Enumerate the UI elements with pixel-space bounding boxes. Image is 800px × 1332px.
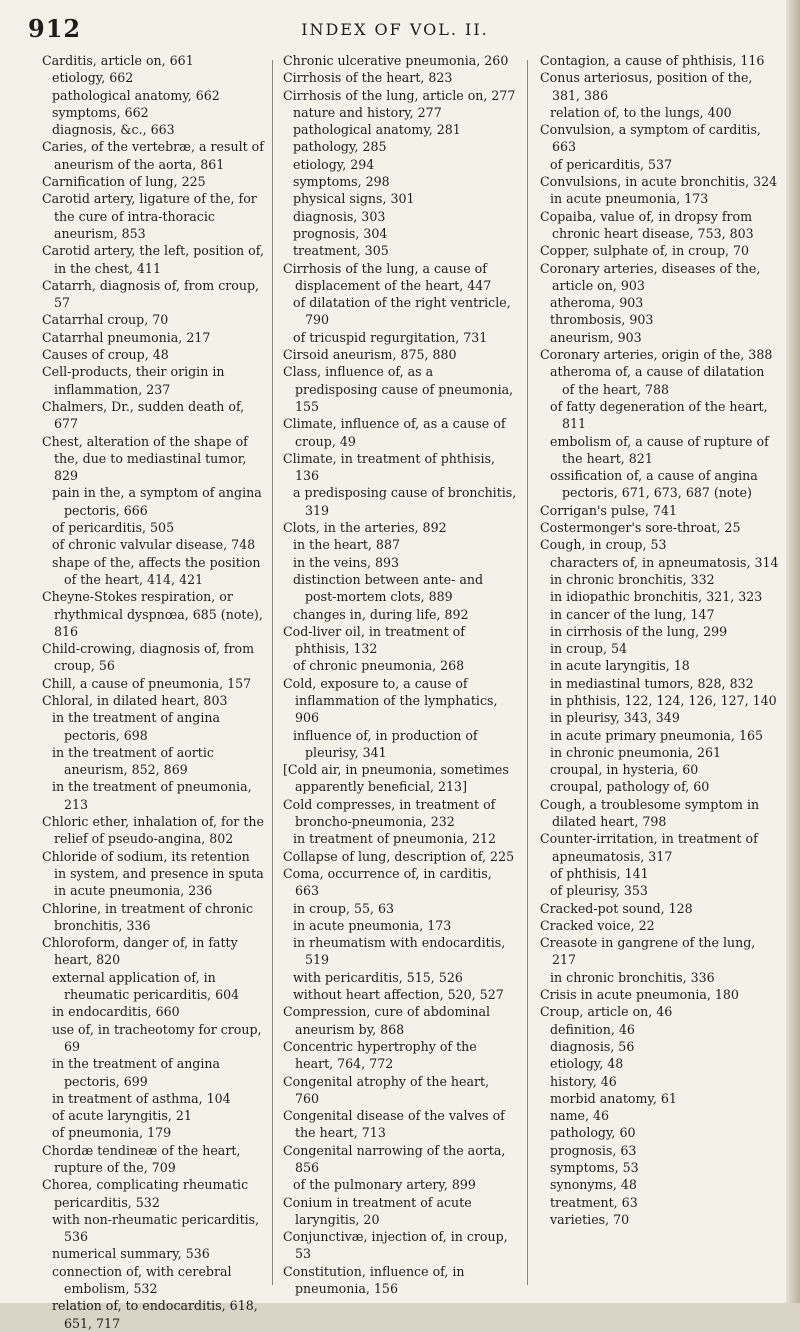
index-entry: Class, influence of, as a predisposing cause of pneumonia, 155 [283, 364, 514, 414]
index-subentry: with pericarditis, 515, 526 [293, 969, 463, 985]
index-subentry: pathology, 60 [550, 1125, 636, 1141]
index-subentry: in acute laryngitis, 18 [550, 658, 690, 674]
index-entry: Chill, a cause of pneumonia, 157 [42, 675, 252, 691]
index-entry: Copper, sulphate of, in croup, 70 [540, 243, 750, 259]
index-entry: Costermonger's sore-throat, 25 [540, 520, 741, 536]
index-subentry: in acute pneumonia, 173 [293, 917, 452, 933]
index-entry: Cracked voice, 22 [540, 917, 655, 933]
index-subentry: in chronic bronchitis, 332 [550, 571, 715, 587]
index-entry: Croup, article on, 46 [540, 1004, 673, 1020]
index-subentry: symptoms, 662 [52, 104, 149, 120]
index-entry: Chloric ether, inhalation of, for the relief of pseudo-angina, 802 [42, 814, 264, 847]
index-subentry: without heart affection, 520, 527 [293, 987, 504, 1003]
index-subentry: pain in the, a symptom of angina pectoris, 666 [52, 485, 262, 518]
index-subentry: a predisposing cause of bronchitis, 319 [293, 485, 517, 518]
index-subentry: embolism of, a cause of rupture of the heart, 821 [550, 433, 769, 466]
index-subentry: treatment, 305 [293, 243, 389, 259]
index-entry: Carotid artery, ligature of the, for the cure of intra-thoracic aneurism, 853 [42, 191, 257, 241]
index-subentry: in rheumatism with endocarditis, 519 [293, 935, 506, 968]
index-entry: Conus arteriosus, position of the, 381, 386 [540, 70, 753, 103]
index-entry: Chloride of sodium, its retention in system, and presence in sputa in acute pneumonia, 236 [42, 848, 264, 899]
index-subentry: influence of, in production of pleurisy, 341 [293, 727, 478, 760]
index-entry: Cell-products, their origin in inflammation, 237 [42, 364, 225, 397]
index-subentry: of pneumonia, 179 [52, 1125, 172, 1141]
index-entry: Cracked-pot sound, 128 [540, 900, 693, 916]
book-spine-edge [786, 0, 800, 1303]
index-entry: Concentric hypertrophy of the heart, 764, 772 [283, 1038, 477, 1072]
index-entry: Catarrh, diagnosis of, from croup, 57 [42, 277, 260, 311]
index-subentry: definition, 46 [550, 1021, 635, 1037]
index-subentry: varieties, 70 [550, 1211, 630, 1227]
index-subentry: in the veins, 893 [293, 554, 399, 570]
index-subentry: in croup, 54 [550, 641, 628, 657]
index-subentry: etiology, 662 [52, 70, 134, 86]
index-subentry: of the pulmonary artery, 899 [293, 1177, 476, 1193]
index-subentry: of chronic valvular disease, 748 [52, 537, 256, 553]
index-entry: Chest, alteration of the shape of the, due to mediastinal tumor, 829 [42, 433, 248, 484]
index-subentry: in the treatment of angina pectoris, 698 [52, 710, 221, 743]
index-subentry: in cancer of the lung, 147 [550, 606, 715, 622]
index-subentry: pathological anatomy, 662 [52, 87, 220, 103]
index-subentry: pathological anatomy, 281 [293, 122, 461, 138]
index-entry: Cheyne-Stokes respiration, or rhythmical dyspnœa, 685 (note), 816 [42, 589, 263, 639]
index-entry: Congenital disease of the valves of the heart, 713 [283, 1108, 505, 1141]
index-entry: Cirrhosis of the lung, a cause of displacement of the heart, 447 [283, 260, 492, 293]
page-number: 912 [28, 14, 82, 43]
index-entry: Convulsion, a symptom of carditis, 663 [540, 122, 761, 155]
index-subentry: croupal, pathology of, 60 [550, 779, 710, 795]
index-subentry: in the treatment of aortic aneurism, 852, 869 [52, 744, 214, 778]
index-subentry: synonyms, 48 [550, 1177, 637, 1193]
index-subentry: in cirrhosis of the lung, 299 [550, 623, 728, 639]
index-entry: Cirsoid aneurism, 875, 880 [283, 347, 457, 363]
index-subentry: connection of, with cerebral embolism, 532 [52, 1263, 232, 1297]
index-entry: Carotid artery, the left, position of, in the chest, 411 [42, 243, 264, 276]
index-subentry: in the treatment of pneumonia, 213 [52, 779, 252, 812]
column-divider [527, 60, 528, 1285]
index-subentry: distinction between ante- and post-mortem clots, 889 [293, 571, 484, 605]
index-subentry: of tricuspid regurgitation, 731 [293, 329, 488, 345]
index-subentry: nature and history, 277 [293, 104, 442, 120]
index-subentry: morbid anatomy, 61 [550, 1090, 677, 1106]
index-entry: Contagion, a cause of phthisis, 116 [540, 53, 765, 68]
index-entry: Chronic ulcerative pneumonia, 260 [283, 53, 509, 68]
index-entry: Congenital atrophy of the heart, 760 [283, 1073, 490, 1106]
index-entry: Climate, influence of, as a cause of croup, 49 [283, 416, 506, 449]
index-entry: Convulsions, in acute bronchitis, 324 [540, 174, 778, 190]
index-entry: Coma, occurrence of, in carditis, 663 [283, 865, 492, 899]
index-subentry: in endocarditis, 660 [52, 1004, 180, 1020]
index-subentry: in treatment of pneumonia, 212 [293, 831, 497, 847]
index-subentry: physical signs, 301 [293, 191, 415, 207]
index-entry: Cold, exposure to, a cause of inflammation of the lymphatics, 906 [283, 675, 498, 726]
index-subentry: external application of, in rheumatic pericarditis, 604 [52, 969, 240, 1003]
index-subentry: in chronic pneumonia, 261 [550, 744, 722, 760]
index-entry: [Cold air, in pneumonia, sometimes apparently beneficial, 213] [283, 762, 509, 795]
index-subentry: shape of the, affects the position of the heart, 414, 421 [52, 554, 261, 587]
index-entry: Cold compresses, in treatment of broncho-pneumonia, 232 [283, 796, 496, 830]
index-subentry: in acute pneumonia, 173 [550, 191, 709, 207]
index-subentry: of pericarditis, 537 [550, 156, 673, 172]
index-subentry: treatment, 63 [550, 1194, 638, 1210]
index-subentry: in pleurisy, 343, 349 [550, 710, 680, 726]
index-subentry: symptoms, 298 [293, 174, 390, 190]
index-entry: Counter-irritation, in treatment of apneumatosis, 317 [540, 831, 758, 864]
index-entry: Chordæ tendineæ of the heart, rupture of the, 709 [42, 1142, 241, 1175]
index-entry: Creasote in gangrene of the lung, 217 [540, 935, 756, 968]
index-entry: Catarrhal croup, 70 [42, 312, 169, 328]
index-entry: Corrigan's pulse, 741 [540, 502, 678, 518]
index-subentry: etiology, 48 [550, 1056, 624, 1072]
index-subentry: characters of, in apneumatosis, 314 [550, 554, 779, 570]
index-column-2 [283, 52, 517, 1297]
index-entry: Cirrhosis of the heart, 823 [283, 70, 453, 86]
index-entry: Coronary arteries, origin of the, 388 [540, 347, 773, 363]
index-subentry: prognosis, 304 [293, 225, 388, 241]
index-column-3 [540, 52, 780, 1228]
index-entry: Cirrhosis of the lung, article on, 277 [283, 87, 516, 103]
index-subentry: in phthisis, 122, 124, 126, 127, 140 [550, 692, 777, 708]
index-entry: Copaiba, value of, in dropsy from chronic heart disease, 753, 803 [540, 208, 754, 241]
index-entry: Congenital narrowing of the aorta, 856 [283, 1142, 506, 1175]
index-subentry: in chronic bronchitis, 336 [550, 969, 715, 985]
index-subentry: use of, in tracheotomy for croup, 69 [52, 1021, 262, 1054]
index-subentry: of dilatation of the right ventricle, 790 [293, 295, 511, 328]
index-subentry: thrombosis, 903 [550, 312, 654, 328]
index-subentry: with non-rheumatic pericarditis, 536 [52, 1211, 260, 1245]
index-entry: Chalmers, Dr., sudden death of, 677 [42, 398, 245, 432]
index-entry: Crisis in acute pneumonia, 180 [540, 987, 739, 1003]
index-subentry: relation of, to the lungs, 400 [550, 104, 732, 120]
index-entry: Cough, in croup, 53 [540, 537, 667, 553]
index-subentry: in mediastinal tumors, 828, 832 [550, 675, 754, 691]
index-entry: Child-crowing, diagnosis of, from croup, 56 [42, 641, 255, 674]
index-entry: Causes of croup, 48 [42, 347, 169, 363]
index-subentry: in idiopathic bronchitis, 321, 323 [550, 589, 763, 605]
index-subentry: in treatment of asthma, 104 [52, 1090, 231, 1106]
index-subentry: name, 46 [550, 1108, 610, 1124]
index-subentry: ossification of, a cause of angina pectoris, 671, 673, 687 (note) [550, 468, 758, 501]
page-header [0, 14, 800, 44]
index-subentry: diagnosis, &c., 663 [52, 122, 175, 138]
index-subentry: of acute laryngitis, 21 [52, 1108, 192, 1124]
index-entry: Catarrhal pneumonia, 217 [42, 329, 211, 345]
index-entry: Carditis, article on, 661 [42, 53, 194, 68]
index-column-1 [42, 52, 264, 1332]
index-subentry: atheroma of, a cause of dilatation of the heart, 788 [550, 364, 765, 397]
index-entry: Conjunctivæ, injection of, in croup, 53 [283, 1229, 508, 1262]
index-subentry: of phthisis, 141 [550, 865, 649, 881]
index-subentry: of chronic pneumonia, 268 [293, 658, 465, 674]
index-subentry: aneurism, 903 [550, 329, 642, 345]
index-entry: Chloroform, danger of, in fatty heart, 820 [42, 935, 238, 968]
index-subentry: in the heart, 887 [293, 537, 400, 553]
index-subentry: symptoms, 53 [550, 1160, 639, 1175]
index-entry: Carnification of lung, 225 [42, 174, 206, 190]
index-subentry: diagnosis, 56 [550, 1038, 635, 1054]
index-entry: Coronary arteries, diseases of the, article on, 903 [540, 260, 761, 293]
index-entry: Compression, cure of abdominal aneurism by, 868 [283, 1004, 491, 1037]
index-subentry: changes in, during life, 892 [293, 606, 469, 622]
index-entry: Collapse of lung, description of, 225 [283, 848, 515, 864]
index-subentry: croupal, in hysteria, 60 [550, 762, 699, 778]
index-entry: Constitution, influence of, in pneumonia, 156 [283, 1263, 465, 1297]
index-subentry: diagnosis, 303 [293, 208, 386, 224]
index-subentry: pathology, 285 [293, 139, 387, 155]
index-subentry: in acute primary pneumonia, 165 [550, 727, 763, 743]
index-subentry: numerical summary, 536 [52, 1246, 210, 1262]
index-subentry: history, 46 [550, 1073, 617, 1089]
index-subentry: relation of, to endocarditis, 618, 651, 717 [52, 1298, 258, 1331]
index-entry: Climate, in treatment of phthisis, 136 [283, 450, 496, 484]
index-entry: Chlorine, in treatment of chronic bronchitis, 336 [42, 900, 253, 933]
index-subentry: of pericarditis, 505 [52, 520, 175, 536]
index-entry: Chloral, in dilated heart, 803 [42, 692, 228, 708]
index-entry: Chorea, complicating rheumatic pericarditis, 532 [42, 1177, 249, 1210]
index-entry: Caries, of the vertebræ, a result of aneurism of the aorta, 861 [42, 139, 264, 172]
index-entry: Cough, a troublesome symptom in dilated heart, 798 [540, 796, 760, 830]
index-subentry: of pleurisy, 353 [550, 883, 648, 899]
index-subentry: prognosis, 63 [550, 1142, 637, 1158]
index-subentry: in croup, 55, 63 [293, 900, 395, 916]
running-head: INDEX OF VOL. II. [301, 20, 489, 39]
index-subentry: of fatty degeneration of the heart, 811 [550, 398, 768, 432]
index-subentry: etiology, 294 [293, 156, 375, 172]
index-entry: Cod-liver oil, in treatment of phthisis, 132 [283, 623, 465, 657]
column-divider [272, 60, 273, 1285]
index-entry: Clots, in the arteries, 892 [283, 520, 447, 536]
index-subentry: in the treatment of angina pectoris, 699 [52, 1056, 221, 1089]
index-entry: Conium in treatment of acute laryngitis, 20 [283, 1194, 472, 1227]
index-subentry: atheroma, 903 [550, 295, 644, 311]
